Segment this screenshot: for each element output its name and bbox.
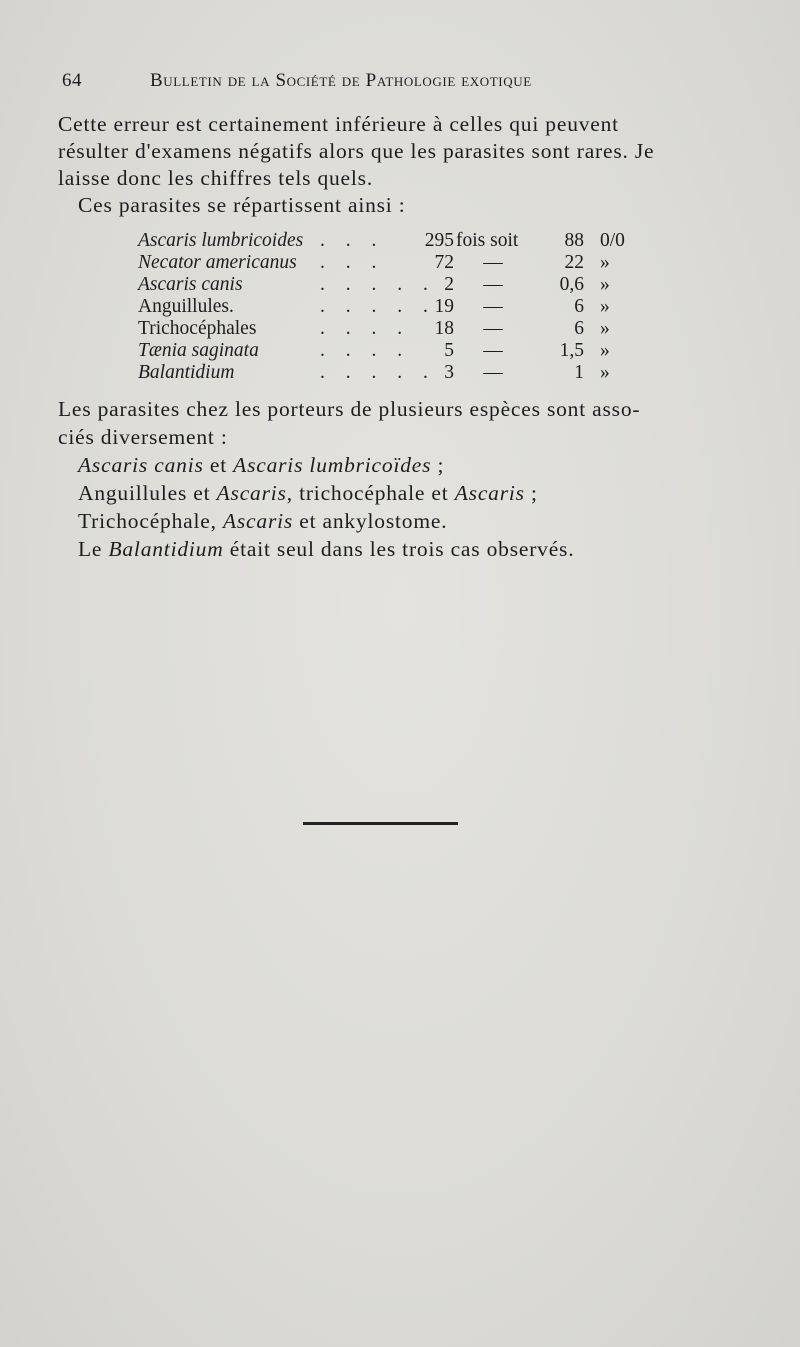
text-fragment: Anguillules et [78,481,217,505]
running-title: Bulletin de la Société de Pathologie exotique [150,70,532,91]
association-item [58,507,718,535]
ditto-mark: » [600,252,610,273]
parasite-name: Anguillules. [138,296,234,317]
text-fragment: , trichocéphale et [286,481,455,505]
intro-line: laisse donc les chiffres tels quels. [58,166,373,190]
intro-line: Cette erreur est certainement inférieure à celles qui peuvent [58,112,619,136]
text-fragment: Trichocéphale, [78,509,223,533]
text-fragment: ; [524,481,538,505]
parasite-name: Balantidium [138,362,235,383]
parasite-name: Tænia saginata [138,340,259,361]
associations-line: Les parasites chez les porteurs de plusieurs espèces sont asso- [58,397,641,421]
percentage: 6 [574,296,584,317]
ditto-mark: » [600,340,610,361]
association-item [58,535,718,563]
table-lead: Ces parasites se répartissent ainsi : [78,193,406,217]
text-fragment: était seul dans les trois cas observés. [223,537,575,561]
ditto-mark: » [600,362,610,383]
parasite-name: Trichocéphales [138,318,257,339]
leader-dots: . . . . [320,318,411,339]
text-fragment: Le [78,537,109,561]
leader-dots: . . . . . [320,274,436,295]
table-row [138,362,658,384]
percentage: 1 [574,362,584,383]
intro-paragraph [58,111,708,192]
species-name: Ascaris [454,481,525,505]
species-name: Ascaris [216,481,287,505]
case-count: 18 [434,318,454,339]
percentage: 22 [564,252,584,273]
ditto-mark: » [600,274,610,295]
percentage: 6 [574,318,584,339]
percentage: 1,5 [559,340,584,361]
table-row [138,252,658,274]
percentage: 0,6 [559,274,584,295]
case-count: 19 [434,296,454,317]
case-count: 72 [434,252,454,273]
table-row [138,274,658,296]
table-row [138,230,658,252]
count-unit: fois soit [456,230,519,251]
association-item [58,479,718,507]
parasite-name: Ascaris canis [138,274,243,295]
associations-paragraph [58,395,718,563]
parasite-table [138,230,658,384]
species-name: Ascaris lumbricoïdes [233,453,432,477]
leader-dots: . . . [320,252,385,273]
case-count: 2 [444,274,454,295]
text-fragment: et ankylostome. [293,509,448,533]
ditto-mark: 0/0 [600,230,625,251]
ditto-dash: — [483,340,503,361]
ditto-dash: — [483,362,503,383]
leader-dots: . . . . [320,340,411,361]
section-divider [303,822,458,825]
page-number: 64 [62,70,82,91]
text-fragment: ; [431,453,445,477]
text-fragment: et [203,453,234,477]
parasite-name: Ascaris lumbricoides [138,230,304,251]
case-count: 5 [444,340,454,361]
leader-dots: . . . . . [320,296,436,317]
case-count: 3 [444,362,454,383]
percentage: 88 [564,230,584,251]
species-name: Balantidium [108,537,224,561]
ditto-dash: — [483,296,503,317]
ditto-dash: — [483,252,503,273]
table-row [138,296,658,318]
parasite-name: Necator americanus [138,252,297,273]
species-name: Ascaris [222,509,294,533]
table-row [138,340,658,362]
species-name: Ascaris canis [78,453,204,477]
leader-dots: . . . . . [320,362,436,383]
leader-dots: . . . [320,230,385,251]
ditto-mark: » [600,296,610,317]
case-count: 295 [424,230,454,251]
ditto-dash: — [483,318,503,339]
table-row [138,318,658,340]
ditto-dash: — [483,274,503,295]
ditto-mark: » [600,318,610,339]
associations-line: ciés diversement : [58,425,228,449]
intro-line: résulter d'examens négatifs alors que les parasites sont rares. Je [58,139,655,163]
association-item [58,451,718,479]
